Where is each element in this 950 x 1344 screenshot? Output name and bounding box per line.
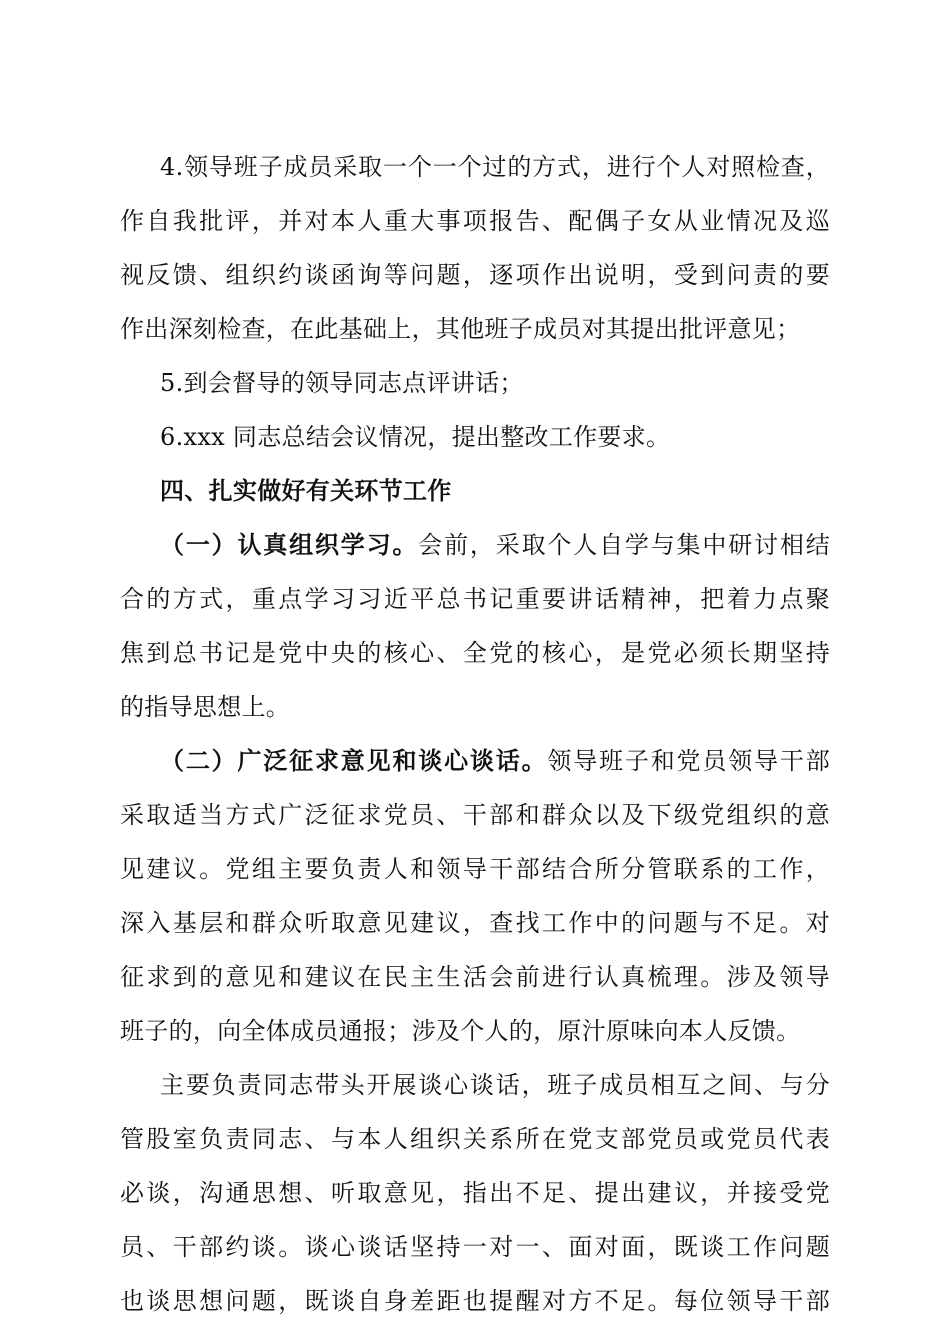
paragraph-talks — [120, 1058, 830, 1328]
subsection-title: （二）广泛征求意见和谈心谈话。 — [160, 746, 548, 775]
text-line — [120, 734, 830, 788]
subsection-1 — [120, 518, 830, 734]
text-line: 也谈思想问题，既谈自身差距也提醒对方不足。每位领导干部 — [120, 1287, 830, 1315]
text-line: 焦到总书记是党中央的核心、全党的核心，是党必须长期坚持 — [120, 639, 830, 667]
list-item-5: 5.到会督导的领导同志点评讲话； — [160, 369, 524, 397]
text-line: 深入基层和群众听取意见建议，查找工作中的问题与不足。对 — [120, 909, 830, 937]
text-span: 领导班子和党员领导干部 — [547, 747, 830, 775]
subsection-title: （一）认真组织学习。 — [160, 530, 419, 559]
text-line: 的指导思想上。 — [120, 693, 291, 721]
text-line: 4.领导班子成员采取一个一个过的方式，进行个人对照检查， — [160, 153, 830, 181]
text-line: 视反馈、组织约谈函询等问题，逐项作出说明，受到问责的要 — [120, 261, 830, 289]
text-line: 管股室负责同志、与本人组织关系所在党支部党员或党员代表 — [120, 1125, 830, 1153]
text-line: 征求到的意见和建议在民主生活会前进行认真梳理。涉及领导 — [120, 963, 830, 991]
text-line: 见建议。党组主要负责人和领导干部结合所分管联系的工作， — [120, 855, 830, 883]
text-line — [120, 518, 830, 572]
text-line: 员、干部约谈。谈心谈话坚持一对一、面对面，既谈工作问题 — [120, 1233, 830, 1261]
text-line: 合的方式，重点学习习近平总书记重要讲话精神，把着力点聚 — [120, 585, 830, 613]
section-heading: 四、扎实做好有关环节工作 — [160, 477, 452, 505]
list-item-4 — [120, 140, 830, 356]
text-line: 作自我批评，并对本人重大事项报告、配偶子女从业情况及巡 — [120, 207, 830, 235]
list-item-6: 6.xxx 同志总结会议情况，提出整改工作要求。 — [160, 423, 671, 451]
text-line: 必谈，沟通思想、听取意见，指出不足、提出建议，并接受党 — [120, 1179, 830, 1207]
text-line: 作出深刻检查，在此基础上，其他班子成员对其提出批评意见； — [120, 315, 801, 343]
subsection-2 — [120, 734, 830, 1058]
text-line: 主要负责同志带头开展谈心谈话，班子成员相互之间、与分 — [160, 1071, 830, 1099]
text-span: 会前，采取个人自学与集中研讨相结 — [418, 531, 830, 559]
document-body — [120, 140, 830, 1328]
text-line: 采取适当方式广泛征求党员、干部和群众以及下级党组织的意 — [120, 801, 830, 829]
text-line: 班子的，向全体成员通报；涉及个人的，原汁原味向本人反馈。 — [120, 1017, 801, 1045]
